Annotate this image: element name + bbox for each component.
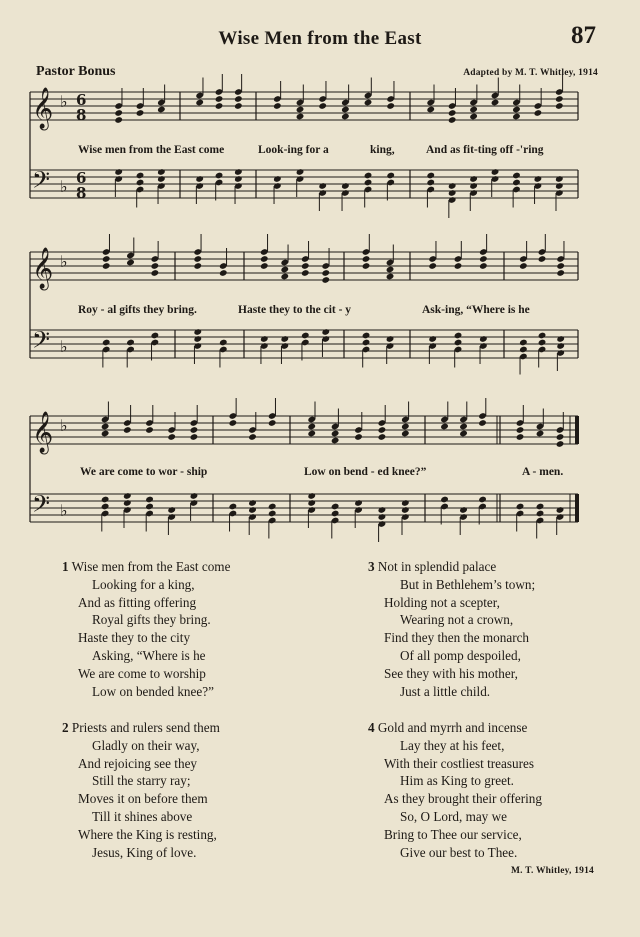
note-head [401,499,410,507]
note-head [556,262,565,270]
note-head [234,102,243,110]
note-head [378,433,387,441]
treble-clef-icon: 𝄞 [32,88,54,129]
note-head [469,106,478,114]
verse-number: 2 [62,720,69,735]
note-head [301,269,310,277]
note-head [362,332,371,340]
note-head [401,430,410,438]
note-head [318,102,327,110]
note-head [219,269,228,277]
verse-line: Priests and rulers send them [71,720,220,735]
note-head [273,175,282,183]
verse-line: As they brought their offering [384,791,542,807]
note-head [296,168,305,176]
system-2-lyric-2: Haste they to the cit - y [238,304,352,316]
verse-line: Where the King is resting, [78,826,217,842]
note-head [454,262,463,270]
note-head [538,339,547,347]
note-head [321,276,330,284]
verse-line: Give our best to Thee. [400,844,518,860]
note-head [341,113,350,121]
note-head [556,335,565,343]
note-head [145,503,154,511]
verse-number: 1 [62,559,69,574]
note-head [362,339,371,347]
note-head [248,433,257,441]
note-head [362,262,371,270]
verse-line: Just a little child. [400,683,491,699]
note-head [260,262,269,270]
note-head [556,440,565,448]
note-head [478,496,487,504]
verse-line: Still the starry ray; [92,773,191,789]
note-head [167,506,176,514]
verse-line: See they with his mother, [384,665,518,681]
treble-clef-icon: 𝄞 [32,412,54,453]
verse-line: And as fitting offering [78,594,197,610]
verse-line: Lay they at his feet, [400,737,505,753]
note-head [268,503,277,511]
note-head [280,273,289,281]
note-head [167,433,176,441]
verse-line: Low on bended knee?” [92,683,214,699]
note-head [151,262,160,270]
note-head [354,433,363,441]
note-head [440,423,449,431]
note-head [516,503,525,511]
note-head [556,433,565,441]
note-head [136,172,145,180]
verse-line: Not in splendid palace [377,559,497,574]
note-head [364,172,373,180]
note-head [538,332,547,340]
note-head [386,102,395,110]
note-head [136,179,145,187]
note-head [123,492,132,500]
note-head [321,328,330,336]
final-barline [575,494,579,522]
note-head [101,503,110,511]
system-1-lyric-4: And as fit-ting off -'ring [426,144,544,156]
note-head [114,116,123,124]
verse-line: Looking for a king, [92,576,195,592]
note-head [193,335,202,343]
note-head [378,513,387,521]
verse-line: Asking, “Where is he [92,647,206,663]
verse-number: 3 [368,559,375,574]
verse-line: Haste they to the city [78,630,191,646]
note-head [321,269,330,277]
note-head [534,175,543,183]
note-head [229,503,238,511]
note-head [126,259,135,267]
note-head [145,426,154,434]
note-head [215,172,224,180]
note-head [341,182,350,190]
note-head [190,433,199,441]
system-3-lyric-1: We are come to wor - ship [80,466,208,478]
note-head [479,255,488,263]
note-head [101,496,110,504]
verse-line: Jesus, King of love. [92,844,197,860]
time-signature-top: 6 [76,91,87,109]
note-head [145,496,154,504]
note-head [512,106,521,114]
note-head [386,273,395,281]
note-head [268,419,277,427]
verse-4 [368,719,542,861]
note-head [401,506,410,514]
verse-line: Find they then the monarch [384,630,530,646]
note-head [459,430,468,438]
note-head [555,102,564,110]
note-head [157,168,166,176]
verse-1 [62,558,230,700]
verse-line: Holding not a scepter, [384,594,500,610]
note-head [426,179,435,187]
note-head [102,339,111,347]
note-head [296,113,305,121]
verse-line: Gladly on their way, [92,737,200,753]
note-head [301,332,310,340]
note-head [428,262,437,270]
note-head [386,172,395,180]
note-head [491,168,500,176]
verse-line: And rejoicing see they [78,755,198,771]
verse-line: Wearing not a crown, [400,612,514,628]
time-signature-top: 6 [76,169,87,187]
verse-line: Wise men from the East come [71,559,231,574]
system-2-lyric-1: Roy - al gifts they bring. [78,304,197,316]
verse-line: Gold and myrrh and incense [377,720,528,735]
bass-clef-icon: 𝄢 [32,326,51,359]
note-head [114,109,123,117]
note-head [555,175,564,183]
note-head [512,179,521,187]
note-head [301,262,310,270]
note-head [386,266,395,274]
note-head [157,175,166,183]
note-head [215,95,224,103]
flat-icon: ♭ [60,92,68,111]
system-3-lyric-3: A - men. [522,466,564,478]
verse-line: But in Bethlehem’s town; [400,576,536,592]
treble-clef-icon: 𝄞 [32,248,54,289]
verse-line: Moves it on before them [78,791,208,807]
adaptation-credit: Adapted by M. T. Whitley, 1914 [463,68,598,78]
note-head [479,335,488,343]
note-head [318,182,327,190]
note-head [307,492,316,500]
verse-3 [368,558,535,700]
system-1-lyric-2: Look-ing for a [258,144,329,156]
verse-line: With their costliest treasures [384,755,534,771]
flat-icon: ♭ [60,177,68,196]
footer-credit: M. T. Whitley, 1914 [511,866,594,876]
note-head [157,106,166,114]
note-head [519,339,528,347]
note-head [195,175,204,183]
note-head [426,106,435,114]
note-head [215,102,224,110]
flat-icon: ♭ [60,501,68,520]
note-head [341,106,350,114]
note-head [512,113,521,121]
verse-line: Him as King to greet. [400,773,514,789]
note-head [512,172,521,180]
note-head [536,430,545,438]
note-head [454,332,463,340]
note-head [101,430,110,438]
verse-line: Bring to Thee our service, [384,826,522,842]
note-head [536,503,545,511]
note-head [440,496,449,504]
note-head [448,182,457,190]
note-head [234,168,243,176]
system-1-lyric-1: Wise men from the East come [78,144,225,156]
note-head [114,168,123,176]
verse-number: 4 [368,720,375,735]
note-head [331,503,340,511]
note-head [448,109,457,117]
note-head [536,510,545,518]
flat-icon: ♭ [60,252,68,271]
note-head [469,113,478,121]
hymn-number: 87 [571,22,596,49]
verse-line: Till it shines above [92,808,193,824]
note-head [364,99,373,107]
note-head [534,109,543,117]
note-head [102,255,111,263]
note-head [478,419,487,427]
note-head [354,499,363,507]
note-head [362,255,371,263]
note-head [151,332,160,340]
system-2-lyric-3: Ask-ing, “Where is he [422,304,530,316]
note-head [469,182,478,190]
note-head [454,339,463,347]
note-head [136,109,145,117]
note-head [193,255,202,263]
note-head [516,426,525,434]
verse-line: Royal gifts they bring. [92,612,211,628]
note-head [401,423,410,431]
note-head [307,430,316,438]
note-head [229,419,238,427]
note-head [123,499,132,507]
note-head [378,506,387,514]
note-head [519,262,528,270]
note-head [248,499,257,507]
note-head [219,339,228,347]
note-head [491,99,500,107]
note-head [556,342,565,350]
note-head [556,269,565,277]
note-head [190,492,199,500]
note-head [195,99,204,107]
note-head [378,426,387,434]
note-head [426,172,435,180]
bass-clef-icon: 𝄢 [32,490,51,523]
verse-line: Of all pomp despoiled, [400,647,521,663]
system-1-lyric-3: king, [370,144,395,156]
verse-line: We are come to worship [78,665,206,681]
note-head [331,430,340,438]
note-head [193,262,202,270]
note-head [428,335,437,343]
note-head [280,266,289,274]
note-head [273,102,282,110]
note-head [331,437,340,445]
note-head [459,506,468,514]
flat-icon: ♭ [60,337,68,356]
final-barline [575,416,579,444]
note-head [193,328,202,336]
note-head [260,255,269,263]
note-head [101,423,110,431]
note-head [102,262,111,270]
note-head [448,189,457,197]
note-head [234,95,243,103]
note-head [364,179,373,187]
note-head [516,433,525,441]
note-head [307,499,316,507]
note-head [268,510,277,518]
tune-name: Pastor Bonus [36,64,116,79]
hymn-title: Wise Men from the East [218,28,422,49]
note-head [555,95,564,103]
note-head [234,175,243,183]
note-head [386,335,395,343]
verse-2 [62,719,220,861]
note-head [307,423,316,431]
note-head [469,175,478,183]
system-3-lyric-2: Low on bend - ed knee?” [304,466,427,478]
note-head [479,262,488,270]
note-head [448,116,457,124]
note-head [556,506,565,514]
verse-line: So, O Lord, may we [400,808,507,824]
note-head [296,106,305,114]
time-signature-bottom: 8 [76,106,87,124]
note-head [555,182,564,190]
time-signature-bottom: 8 [76,184,87,202]
note-head [126,339,135,347]
bass-clef-icon: 𝄢 [32,166,51,199]
note-head [519,346,528,354]
note-head [123,426,132,434]
note-head [260,335,269,343]
note-head [331,510,340,518]
note-head [538,255,547,263]
note-head [459,423,468,431]
note-head [280,335,289,343]
flat-icon: ♭ [60,416,68,435]
note-head [248,506,257,514]
note-head [151,269,160,277]
note-head [190,426,199,434]
